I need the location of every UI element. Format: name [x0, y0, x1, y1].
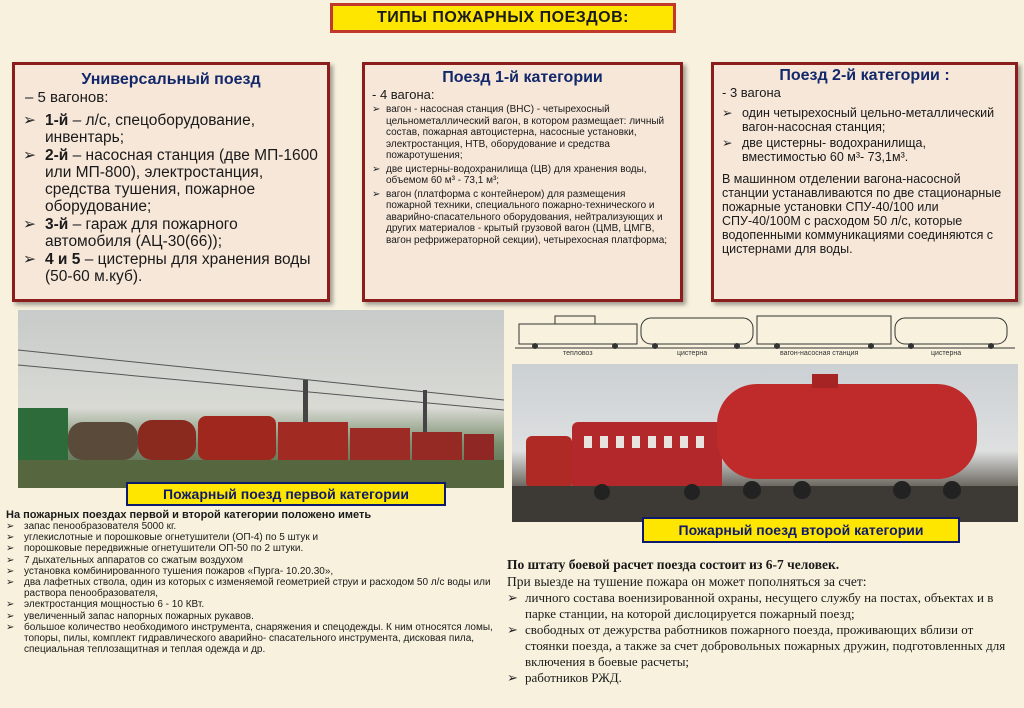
list-item: ➢ 4 и 5 – цистерны для хранения воды (50-60 м.куб). [23, 251, 319, 285]
list-item: ➢ два лафетных ствола, один из которых с изменяемой геометрией струи и расходом 50 л/с воды или раствора пенообразователя, [6, 577, 496, 599]
category-2-panel [711, 62, 1018, 302]
train-illustration [512, 364, 1018, 522]
list-item: ➢ вагон (платформа с контейнером) для размещения пожарной техники, специального пожарно-технического и аварийно-спасательного оборудования, нейтрализующих и других материалов - крытый грузовой вагон (ЦМВ, ЦМГВ, вагон рефрижераторной секции), четырехосная платформа; [372, 189, 673, 247]
caption-second-category: Пожарный поезд второй категории [642, 517, 960, 543]
caption-first-category: Пожарный поезд первой категории [126, 482, 446, 506]
diagram-label-locomotive: тепловоз [563, 350, 593, 357]
page-title: ТИПЫ ПОЖАРНЫХ ПОЕЗДОВ: [330, 3, 676, 33]
crew-subtitle: При выезде на тушение пожара он может пополняться за счет: [507, 574, 867, 589]
list-item: ➢ увеличенный запас напорных пожарных рукавов. [6, 611, 496, 622]
category-1-subtitle: - 4 вагона: [372, 87, 435, 102]
list-item: ➢ установка комбинированного тушения пожаров «Пурга- 10.20.30», [6, 566, 496, 577]
category-2-heading: Поезд 2-й категории : [779, 67, 950, 84]
category-2-subtitle: - 3 вагона [722, 85, 781, 100]
train-photo-first-category [18, 310, 504, 488]
list-item: ➢ работников РЖД. [507, 670, 1019, 686]
equipment-section [6, 509, 496, 655]
list-item: ➢ вагон - насосная станция (ВНС) - четырехосный цельнометаллический вагон, в котором размещает: личный состав, пожарная автоцистерна, насосные установки, электростанция, НТВ, оборудование и средства пожаротушения; [372, 104, 673, 162]
list-item: ➢ порошковые передвижные огнетушители ОП-50 по 2 штуки. [6, 543, 496, 554]
list-item: ➢ две цистерны-водохранилища (ЦВ) для хранения воды, объемом 60 м³ - 73,1 м³; [372, 164, 673, 187]
list-item: ➢ 1-й – л/с, спецоборудование, инвентарь; [23, 112, 319, 146]
diagram-label-tank: цистерна [677, 350, 708, 357]
universal-train-heading: Универсальный поезд [81, 71, 261, 88]
list-item: ➢ 7 дыхательных аппаратов со сжатым воздухом [6, 555, 496, 566]
crew-section [507, 556, 1019, 686]
universal-train-panel [12, 62, 330, 302]
train-photo-second-category [512, 364, 1018, 522]
list-item: ➢ 3-й – гараж для пожарного автомобиля (АЦ-30(66)); [23, 216, 319, 250]
equipment-heading: На пожарных поездах первой и второй категории положено иметь [6, 509, 372, 521]
list-item: ➢ свободных от дежурства работников пожарного поезда, проживающих вблизи от стоянки поезда, а также за счет добровольных пожарных дружин, подготовленных для включения в боевые расчеты; [507, 622, 1019, 670]
category-1-panel [362, 62, 683, 302]
category-1-heading: Поезд 1-й категории [442, 69, 603, 86]
train-illustration [18, 310, 504, 488]
diagram-label-pump-car: вагон-насосная станция [780, 350, 859, 357]
train-diagram [515, 308, 1015, 364]
list-item: ➢ электростанция мощностью 6 - 10 КВт. [6, 599, 496, 610]
list-item: ➢ углекислотные и порошковые огнетушители (ОП-4) по 5 штук и [6, 532, 496, 543]
list-item: ➢ две цистерны- водохранилища, вместимостью 60 м³- 73,1м³. [722, 136, 1007, 164]
list-item: ➢ один четырехосный цельно-металлический вагон-насосная станция; [722, 106, 1007, 134]
list-item: ➢ личного состава военизированной охраны, несущего службу на постах, объектах и в парке станции, на которой дислоцируется пожарный поезд; [507, 590, 1019, 622]
diagram-label-tank: цистерна [931, 350, 962, 357]
category-2-paragraph: В машинном отделении вагона-насосной станции устанавливаются по две стационарные пожарные установки СПУ-40/100 или СПУ-40/100М с расходом 50 л/с, которые водопенными коммуникациями соединяются с цистернами для воды. [722, 172, 1002, 256]
crew-heading: По штату боевой расчет поезда состоит из 6-7 человек. [507, 557, 840, 572]
universal-train-subtitle: – 5 вагонов: [25, 89, 109, 106]
list-item: ➢ запас пенообразователя 5000 кг. [6, 521, 496, 532]
list-item: ➢ 2-й – насосная станция (две МП-1600 или МП-800), электростанция, средства тушения, пожарное оборудование; [23, 147, 319, 215]
list-item: ➢ большое количество необходимого инструмента, снаряжения и спецодежды. К ним относятся ломы, топоры, пилы, комплект гидравлического аварийно- спасательного инструмента, дисковая пила, специальная теплозащитная и теплая одежда и др. [6, 622, 496, 656]
